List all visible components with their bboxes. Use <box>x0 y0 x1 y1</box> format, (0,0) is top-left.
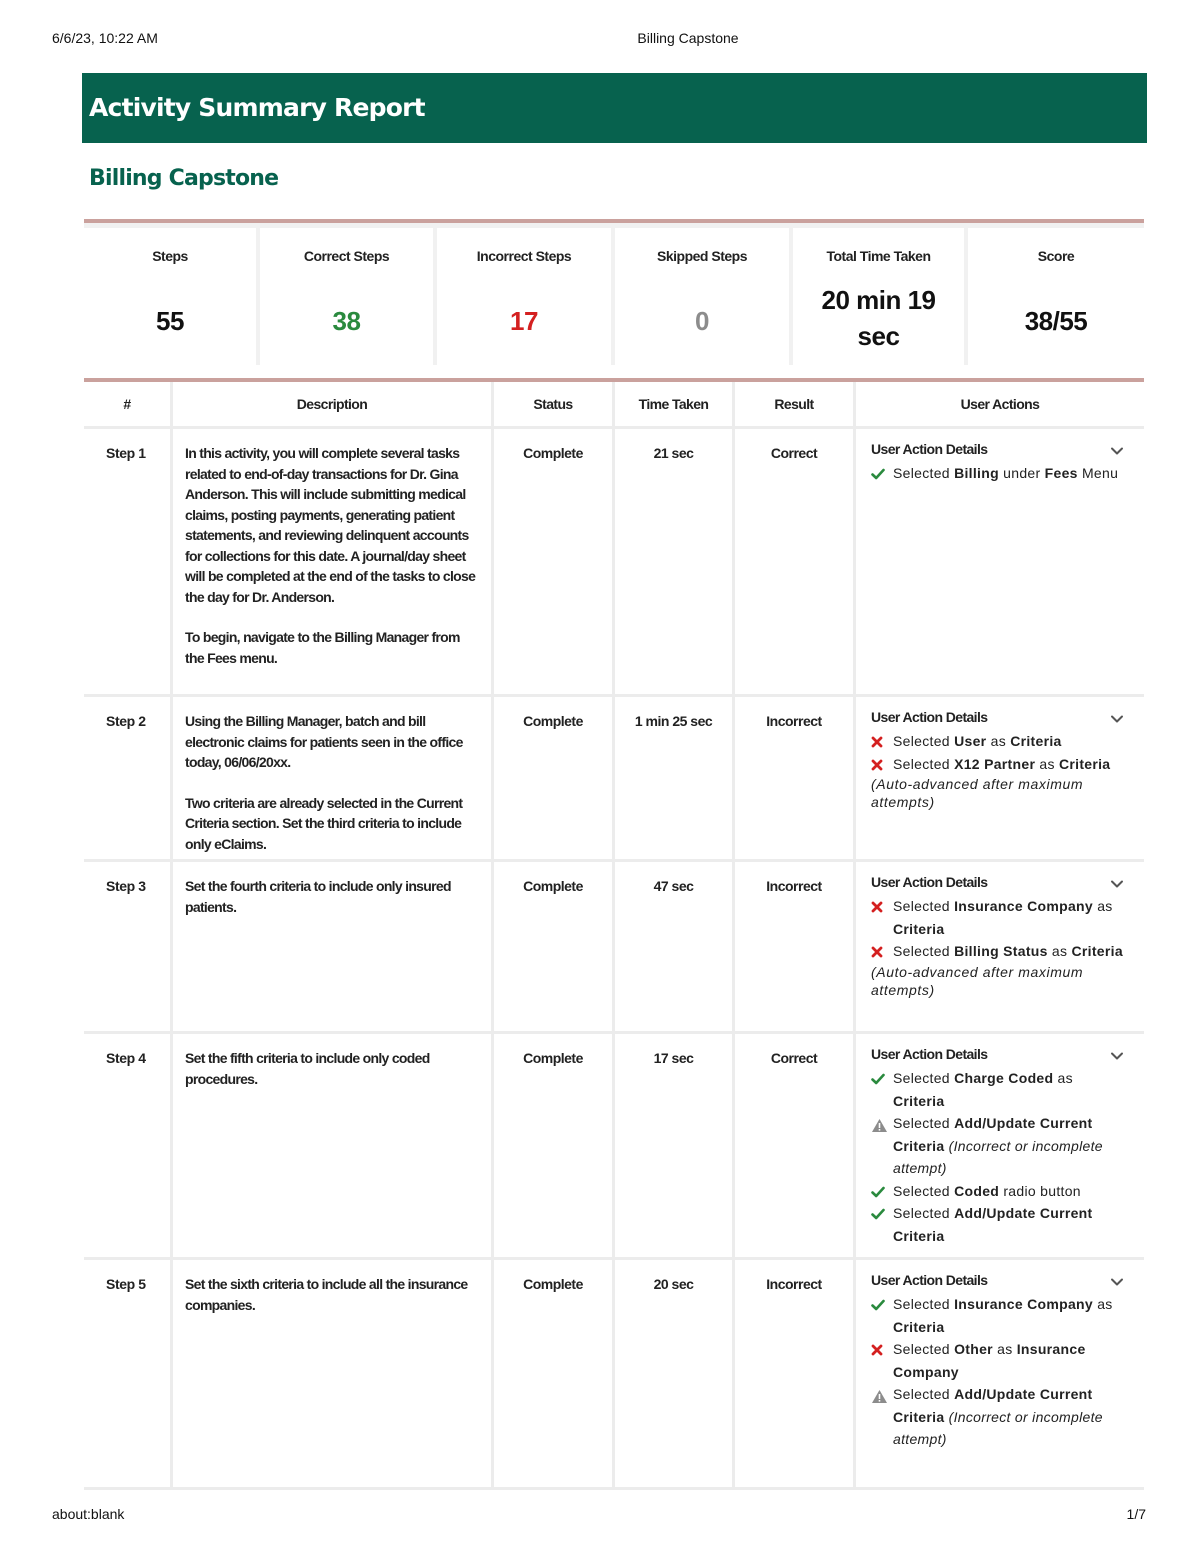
user-action-item <box>871 1180 1124 1203</box>
table-row <box>84 429 1144 697</box>
stat-score-label: Score <box>1037 248 1075 264</box>
check-icon <box>871 1202 893 1247</box>
print-page-number: 1/7 <box>1126 1506 1146 1522</box>
col-header-actions: User Actions <box>856 382 1144 426</box>
table-header-row <box>84 382 1144 429</box>
step-status: Complete <box>494 429 612 694</box>
user-action-text: Selected Other as Insurance Company <box>893 1341 1086 1380</box>
stat-time <box>793 228 964 365</box>
user-action-details-label: User Action Details <box>871 441 988 457</box>
auto-advanced-note: (Auto-advanced after maximum attempts) <box>871 776 1084 810</box>
step-number: Step 2 <box>84 697 170 859</box>
step-time-taken: 21 sec <box>615 429 732 694</box>
step-time-taken: 17 sec <box>615 1034 732 1257</box>
chevron-down-icon[interactable] <box>1110 711 1124 721</box>
print-url: about:blank <box>52 1506 125 1522</box>
summary-stats <box>84 219 1144 365</box>
step-result: Correct <box>735 1034 853 1257</box>
user-action-item <box>871 462 1124 485</box>
user-action-details-label: User Action Details <box>871 1272 988 1288</box>
user-action-text: Selected User as Criteria <box>893 733 1062 749</box>
stat-incorrect-value: 17 <box>510 306 538 336</box>
print-datetime: 6/6/23, 10:22 AM <box>52 30 158 46</box>
step-user-actions <box>856 862 1144 1031</box>
user-action-text: Selected X12 Partner as Criteria <box>893 755 1111 772</box>
stat-incorrect-label: Incorrect Steps <box>476 248 572 264</box>
step-status: Complete <box>494 697 612 859</box>
step-time-taken: 20 sec <box>615 1260 732 1487</box>
user-action-text: Selected Coded radio button <box>893 1182 1081 1199</box>
step-description: Set the fifth criteria to include only coded procedures. <box>173 1034 491 1257</box>
user-action-item <box>871 753 1124 776</box>
user-action-details-label: User Action Details <box>871 874 988 890</box>
step-user-actions <box>856 429 1144 694</box>
stat-time-value <box>793 282 964 354</box>
step-result: Correct <box>735 429 853 694</box>
user-action-text: Selected Billing Status as Criteria <box>893 943 1123 959</box>
stat-time-label: Total Time Taken <box>826 248 931 264</box>
step-number: Step 4 <box>84 1034 170 1257</box>
step-number: Step 5 <box>84 1260 170 1487</box>
x-icon <box>871 1338 893 1383</box>
step-user-actions <box>856 1034 1144 1257</box>
activity-title: Billing Capstone <box>89 166 279 191</box>
user-action-text: Selected Charge Coded as Criteria <box>893 1070 1073 1109</box>
x-icon <box>871 940 893 963</box>
step-user-actions <box>856 1260 1144 1487</box>
print-tab-title: Billing Capstone <box>637 30 739 46</box>
step-result: Incorrect <box>735 1260 853 1487</box>
user-action-item <box>871 1293 1124 1338</box>
user-action-item <box>871 1202 1124 1247</box>
warning-icon <box>871 1112 893 1180</box>
stat-time-value-line1: 20 min 19 <box>821 285 936 315</box>
step-number: Step 1 <box>84 429 170 694</box>
stat-correct <box>260 228 433 365</box>
stat-score-value: 38/55 <box>1024 306 1088 336</box>
table-row <box>84 862 1144 1034</box>
steps-table <box>84 378 1144 1490</box>
user-action-text: Selected Add/Update Current Criteria (Incorrect or incomplete attempt) <box>893 1386 1103 1447</box>
user-action-item <box>871 730 1124 753</box>
stat-skipped-value: 0 <box>695 306 709 336</box>
stat-correct-value: 38 <box>332 306 361 336</box>
x-icon <box>871 895 893 940</box>
col-header-time: Time Taken <box>615 382 732 426</box>
report-banner <box>82 73 1147 143</box>
chevron-down-icon[interactable] <box>1110 1274 1124 1284</box>
col-header-status: Status <box>494 382 612 426</box>
table-row <box>84 697 1144 862</box>
stat-steps <box>84 228 256 365</box>
stat-incorrect <box>437 228 611 365</box>
warning-icon <box>871 1383 893 1451</box>
user-action-text: Selected Billing under Fees Menu <box>893 465 1119 481</box>
user-action-text: Selected Insurance Company as Criteria <box>893 1296 1113 1335</box>
user-action-details-label: User Action Details <box>871 1046 988 1062</box>
user-action-item <box>871 1338 1124 1383</box>
col-header-num: # <box>84 382 170 426</box>
check-icon <box>871 1180 893 1203</box>
step-description: Using the Billing Manager, batch and bill electronic claims for patients seen in the office today, 06/06/20xx. Two criteria are already selected in the Current Criteria section. Set the third criteria to include only eClaims. <box>173 697 491 859</box>
step-description: Set the fourth criteria to include only insured patients. <box>173 862 491 1031</box>
auto-advanced-note: (Auto-advanced after maximum attempts) <box>871 963 1084 998</box>
stat-steps-label: Steps <box>152 248 188 264</box>
user-action-item <box>871 940 1124 963</box>
stat-time-value-line2: sec <box>857 321 900 351</box>
check-icon <box>871 1293 893 1338</box>
step-description: In this activity, you will complete several tasks related to end-of-day transactions for Dr. Gina Anderson. This will include submitting medical claims, posting payments, generating patient statements, and reviewing delinquent accounts for collections for this date. A journal/day sheet will be completed at the end of the tasks to close the day for Dr. Anderson. To begin, navigate to the Billing Manager from the Fees menu. <box>173 429 491 694</box>
step-time-taken: 47 sec <box>615 862 732 1031</box>
col-header-description: Description <box>173 382 491 426</box>
step-status: Complete <box>494 862 612 1031</box>
user-action-text: Selected Add/Update Current Criteria <box>893 1205 1093 1244</box>
table-row <box>84 1034 1144 1260</box>
step-user-actions <box>856 697 1144 859</box>
stat-correct-label: Correct Steps <box>303 248 390 264</box>
chevron-down-icon[interactable] <box>1110 1048 1124 1058</box>
col-header-result: Result <box>735 382 853 426</box>
report-title: Activity Summary Report <box>89 93 425 122</box>
user-action-item <box>871 1383 1124 1451</box>
user-action-item <box>871 1112 1124 1180</box>
step-result: Incorrect <box>735 862 853 1031</box>
step-time-taken: 1 min 25 sec <box>615 697 732 859</box>
user-action-text: Selected Insurance Company as Criteria <box>893 898 1113 937</box>
step-description: Set the sixth criteria to include all the insurance companies. <box>173 1260 491 1487</box>
step-number: Step 3 <box>84 862 170 1031</box>
user-action-details-label: User Action Details <box>871 709 988 725</box>
chevron-down-icon[interactable] <box>1110 876 1124 886</box>
x-icon <box>871 730 893 753</box>
x-icon <box>871 753 893 776</box>
check-icon <box>871 462 893 485</box>
step-status: Complete <box>494 1034 612 1257</box>
stat-steps-value: 55 <box>156 306 184 336</box>
table-row <box>84 1260 1144 1490</box>
stat-score <box>968 228 1144 365</box>
chevron-down-icon[interactable] <box>1110 443 1124 453</box>
user-action-item <box>871 1067 1124 1112</box>
user-action-item <box>871 895 1124 940</box>
stat-skipped-label: Skipped Steps <box>657 248 747 264</box>
step-result: Incorrect <box>735 697 853 859</box>
step-status: Complete <box>494 1260 612 1487</box>
check-icon <box>871 1067 893 1112</box>
user-action-text: Selected Add/Update Current Criteria (Incorrect or incomplete attempt) <box>893 1115 1103 1176</box>
stat-skipped <box>615 228 789 365</box>
